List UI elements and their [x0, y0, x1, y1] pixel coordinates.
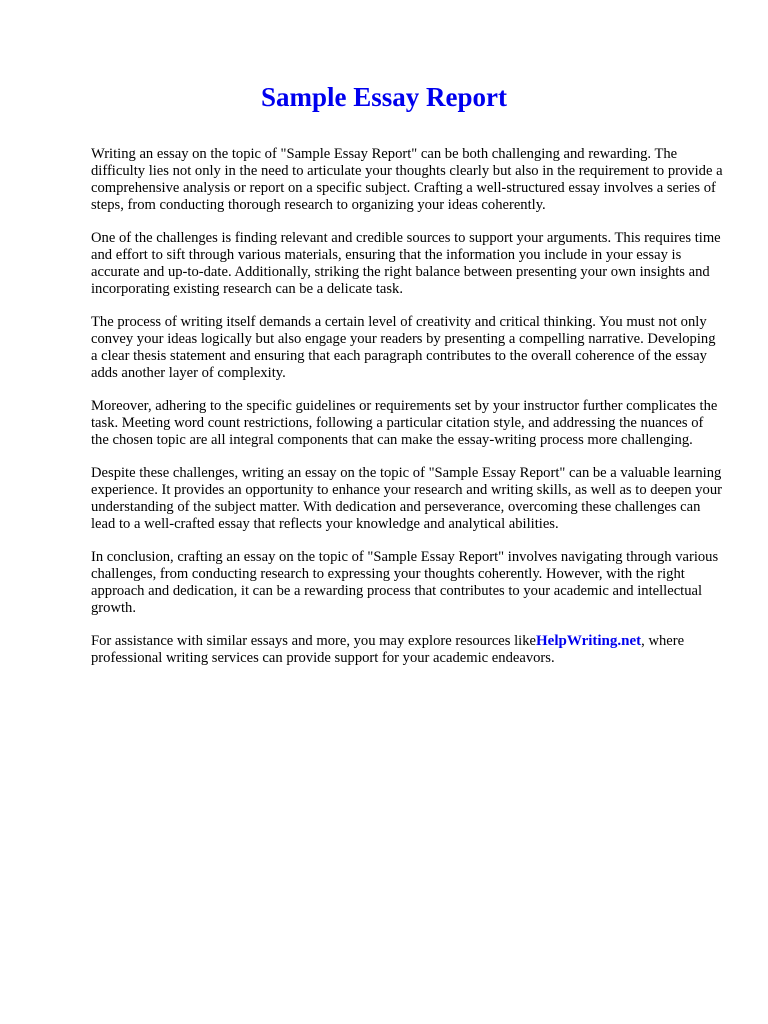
- helpwriting-link[interactable]: HelpWriting.net: [536, 633, 642, 649]
- paragraph-1: Writing an essay on the topic of "Sample Essay Report" can be both challenging and rewarding. The difficulty lies not only in the need to articulate your thoughts clearly but also in the requirement to provide a comprehensive analysis or report on a specific subject. Crafting a well-structured essay involves a series of steps, from conducting thorough research to organizing your ideas coherently.: [91, 146, 723, 213]
- closing-text-before-link: For assistance with similar essays and more, you may explore resources like: [91, 633, 536, 649]
- paragraph-2: One of the challenges is finding relevant and credible sources to support your arguments. This requires time and effort to sift through various materials, ensuring that the information you include in your essay is accurate and up-to-date. Additionally, striking the right balance between presenting your own insights and incorporating existing research can be a delicate task.: [91, 230, 721, 297]
- document-body: [91, 146, 723, 683]
- paragraph-3: The process of writing itself demands a certain level of creativity and critical thinking. You must not only convey your ideas logically but also engage your readers by presenting a compelling narrative. Developing a clear thesis statement and ensuring that each paragraph contributes to the overall coherence of the essay adds another layer of complexity.: [91, 314, 716, 381]
- paragraph-4: Moreover, adhering to the specific guidelines or requirements set by your instructor further complicates the task. Meeting word count restrictions, following a particular citation style, and addressing the nuances of the chosen topic are all integral components that can make the essay-writing process more challenging.: [91, 398, 718, 448]
- document-title: Sample Essay Report: [260, 82, 507, 112]
- paragraph-5: Despite these challenges, writing an essay on the topic of "Sample Essay Report" can be a valuable learning experience. It provides an opportunity to enhance your research and writing skills, as well as to deepen your understanding of the subject matter. With dedication and perseverance, overcoming these challenges can lead to a well-crafted essay that reflects your knowledge and analytical abilities.: [91, 465, 722, 532]
- closing-text-after-link: , where professional writing services can provide support for your academic endeavors.: [91, 633, 685, 666]
- closing-paragraph: [91, 633, 723, 667]
- paragraph-6: In conclusion, crafting an essay on the topic of "Sample Essay Report" involves navigating through various challenges, from conducting research to expressing your thoughts coherently. However, with the right approach and dedication, it can be a rewarding process that contributes to your academic and intellectual growth.: [91, 549, 719, 616]
